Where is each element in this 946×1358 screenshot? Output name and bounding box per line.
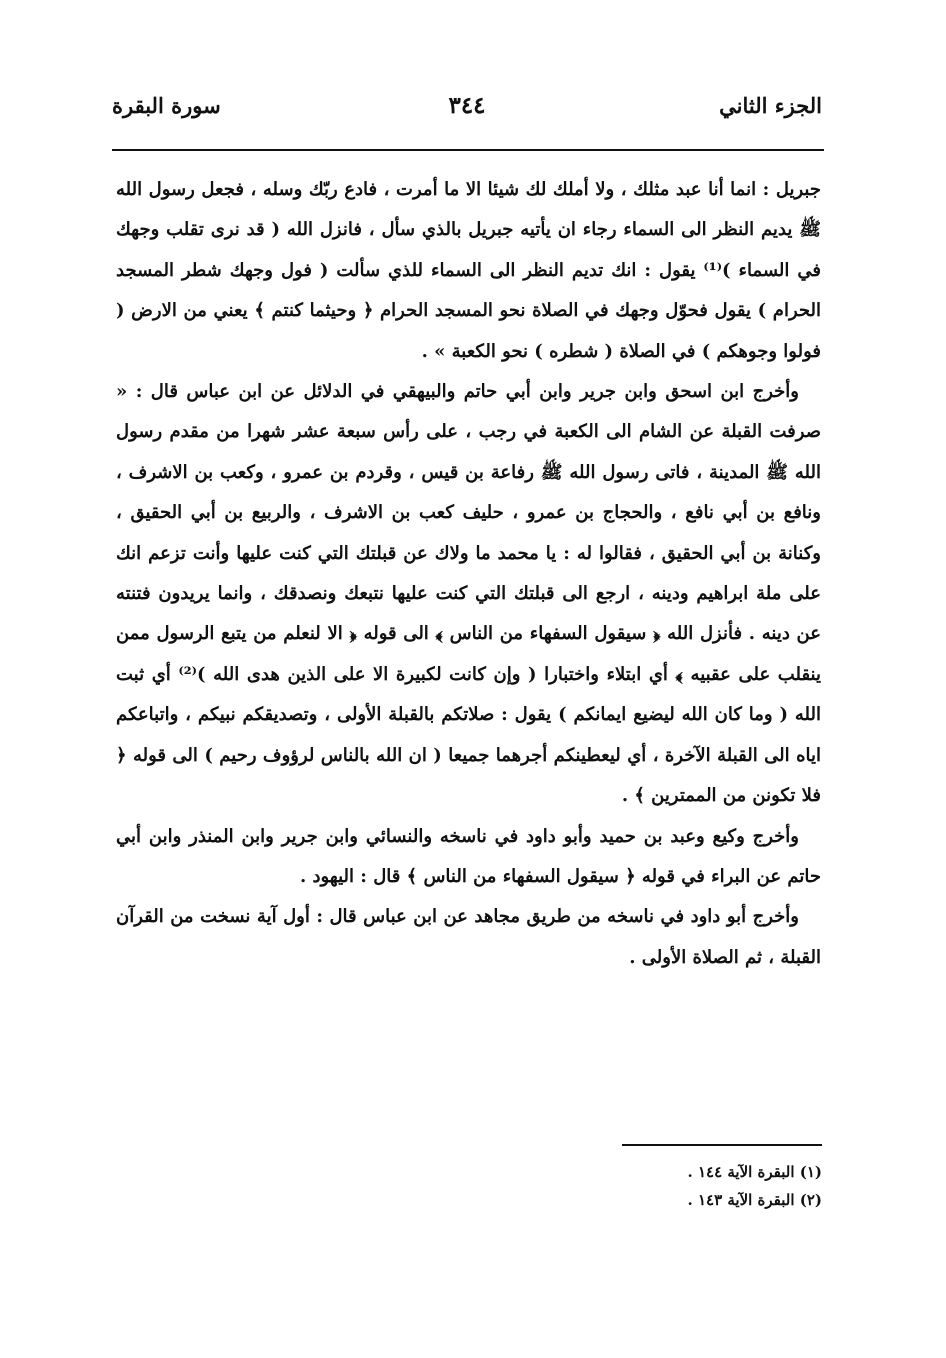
footnotes [422, 1158, 822, 1214]
main-text [116, 170, 821, 978]
header-rule [112, 149, 824, 151]
part-title: الجزء الثاني [719, 93, 822, 118]
surah-title: سورة البقرة [112, 93, 221, 118]
footnote-rule [622, 1144, 822, 1146]
footnote: (٢) البقرة الآية ١٤٣ . [687, 1191, 822, 1209]
paragraph: وأخرج أبو داود في ناسخه من طريق مجاهد عن ابن عباس قال : أول آية نسخت من القرآن القبلة ، ثم الصلاة الأولى . [116, 906, 821, 968]
page-header [112, 86, 822, 126]
page-number: ٣٤٤ [448, 92, 486, 119]
paragraph-continuation: جبريل : انما أنا عبد مثلك ، ولا أملك لك شيئا الا ما أمرت ، فادع ربّك وسله ، فجعل رسول الله ﷺ يديم النظر الى السماء رجاء ان يأتيه جبريل بالذي سأل ، فانزل الله ( قد نرى تقلب وجهك في السماء )⁽¹⁾ يقول : انك تديم النظر الى السماء للذي سألت ( فول وجهك شطر المسجد الحرام ) يقول فحوّل وجهك في الصلاة نحو المسجد الحرام ﴿ وحيثما كنتم ﴾ يعني من الارض ( فولوا وجوهكم ) في الصلاة ( شطره ) نحو الكعبة » . [116, 179, 821, 362]
paragraph: وأخرج ابن اسحق وابن جرير وابن أبي حاتم والبيهقي في الدلائل عن ابن عباس قال : « صرفت القبلة عن الشام الى الكعبة في رجب ، على رأس سبعة عشر شهرا من مقدم رسول الله ﷺ المدينة ، فاتى رسول الله ﷺ رفاعة بن قيس ، وقردم بن عمرو ، وكعب بن الاشرف ، ونافع بن أبي نافع ، والحجاج بن عمرو ، حليف كعب بن الاشرف ، والربيع بن أبي الحقيق ، وكنانة بن أبي الحقيق ، فقالوا له : يا محمد ما ولاك عن قبلتك التي كنت عليها وأنت تزعم انك على ملة ابراهيم ودينه ، ارجع الى قبلتك التي كنت عليها نتبعك ونصدقك ، وانما يريدون فتنته عن دينه . فأنزل الله ﴿ سيقول السفهاء من الناس ﴾ الى قوله ﴿ الا لنعلم من يتبع الرسول ممن ينقلب على عقبيه ﴾ أي ابتلاء واختبارا ( وإن كانت لكبيرة الا على الذين هدى الله )⁽²⁾ أي ثبت الله ( وما كان الله ليضيع ايمانكم ) يقول : صلاتكم بالقبلة الأولى ، وتصديقكم نبيكم ، واتباعكم اياه الى القبلة الآخرة ، أي ليعطينكم أجرهما جميعا ( ان الله بالناس لرؤوف رحيم ) الى قوله ﴿ فلا تكونن من الممترين ﴾ . [116, 381, 821, 807]
footnote: (١) البقرة الآية ١٤٤ . [687, 1163, 822, 1181]
paragraph: وأخرج وكيع وعبد بن حميد وأبو داود في ناسخه والنسائي وابن جرير وابن المنذر وابن أبي حاتم عن البراء في قوله ﴿ سيقول السفهاء من الناس ﴾ قال : اليهود . [116, 825, 821, 887]
